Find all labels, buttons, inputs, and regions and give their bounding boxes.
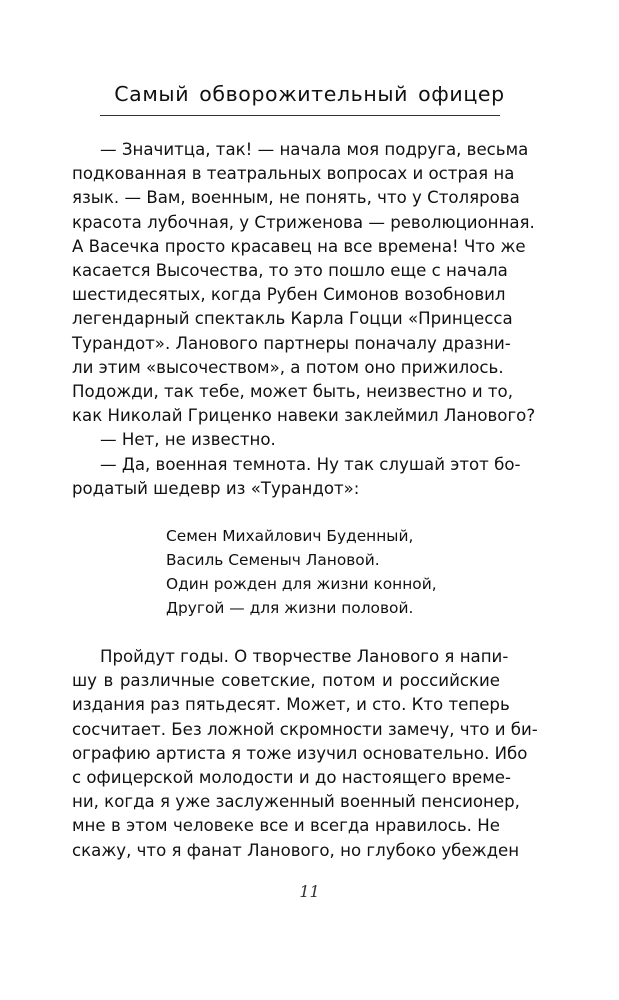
text-line: язык. — Вам, военным, не понять, что у Столярова [72, 188, 520, 208]
text-line: с офицерской молодости и до настоящего време- [72, 768, 511, 788]
text-line: — Значитца, так! — начала моя подруга, весьма [100, 140, 529, 159]
text-line: сосчитает. Без ложной скромности замечу, что и би- [72, 719, 538, 739]
text-line: ни, когда я уже заслуженный военный пенсионер, [72, 792, 520, 812]
text-block-dialogue [72, 138, 536, 501]
text-line: шестидесятых, когда Рубен Симонов возобновил [72, 285, 506, 305]
text-line: Пройдут годы. О творчестве Ланового я напи- [100, 647, 509, 666]
text-line: родатый шедевр из «Турандот»: [72, 478, 360, 498]
text-line: мне в этом человеке все и всегда нравилось. Не [72, 816, 500, 836]
text-line: подкованная в театральных вопросах и острая на [72, 164, 515, 184]
text-line: как Николай Гриценко навеки заклеймил Ланового? [72, 406, 536, 426]
poem-line: Один рожден для жизни конной, [166, 575, 437, 593]
poem-line: Василь Семеныч Лановой. [166, 551, 380, 569]
text-line: Турандот». Ланового партнеры поначалу дразни- [72, 333, 511, 353]
header-rule [100, 115, 500, 116]
text-line: касается Высочества, то это пошло еще с начала [72, 261, 508, 281]
poem-verse [166, 524, 486, 620]
text-line: издания раз пятьдесят. Может, и сто. Кто теперь [72, 695, 510, 715]
page-number: 11 [299, 882, 320, 901]
text-line: легендарный спектакль Карла Гоцци «Принцесса [72, 309, 513, 329]
text-line: скажу, что я фанат Ланового, но глубоко убежден [72, 840, 520, 860]
text-line: Подожди, так тебе, может быть, неизвестно и то, [72, 382, 513, 402]
poem-line: Семен Михайлович Буденный, [166, 527, 414, 545]
text-line: ографию артиста я тоже изучил основательно. Ибо [72, 743, 528, 763]
text-line: — Нет, не известно. [100, 430, 276, 450]
text-line: — Да, военная темнота. Ну так слушай этот бо- [100, 454, 521, 474]
text-line: ли этим «высочеством», а потом оно прижилось. [72, 357, 504, 377]
text-block-narrative [72, 645, 538, 863]
running-head-title: Самый обворожительный офицер [114, 82, 505, 106]
poem-line: Другой — для жизни половой. [166, 599, 414, 617]
text-line: красота лубочная, у Стриженова — революционная. [72, 212, 535, 232]
text-line: А Васечка просто красавец на все времена! Что же [72, 236, 526, 256]
text-line: шу в различные советские, потом и российские [72, 671, 500, 691]
